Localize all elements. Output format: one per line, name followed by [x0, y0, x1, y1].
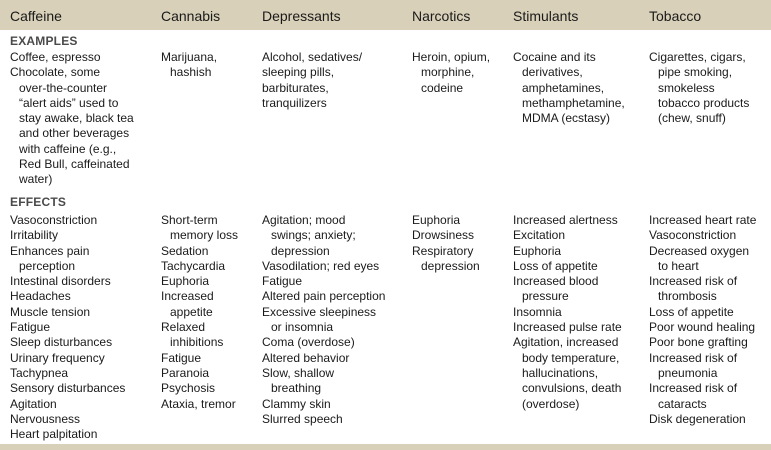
effects-narcotics	[412, 213, 480, 274]
cell-line: Chocolate, some	[10, 65, 101, 80]
cell-line: Drowsiness	[412, 228, 475, 243]
cell-line: depression	[271, 243, 330, 258]
cell-line: Coffee, espresso	[10, 50, 101, 64]
cell-line: or insomnia	[271, 320, 334, 335]
cell-line: Loss of appetite	[649, 304, 734, 319]
effects-tobacco	[649, 213, 756, 427]
cell-line: Increased	[161, 289, 214, 304]
cell-line: MDMA (ecstasy)	[522, 111, 611, 126]
cell-line: to heart	[658, 258, 699, 273]
examples-depressants	[262, 50, 362, 111]
cell-line: Muscle tension	[10, 304, 91, 319]
cell-line: barbiturates,	[262, 80, 329, 95]
cell-line: Psychosis	[161, 381, 216, 396]
cell-line: Vasoconstriction	[10, 213, 98, 227]
effects-caffeine	[10, 213, 125, 442]
cell-line: Increased blood	[513, 274, 599, 289]
cell-line: Ataxia, tremor	[161, 396, 236, 411]
cell-line: “alert aids” used to	[19, 95, 119, 110]
cell-line: and other beverages	[19, 126, 130, 141]
cell-line: Alcohol, sedatives/	[262, 50, 363, 64]
cell-line: smokeless	[658, 80, 715, 95]
cell-line: derivatives,	[522, 65, 583, 80]
cell-line: Increased risk of	[649, 381, 738, 396]
cell-line: Altered pain perception	[262, 289, 386, 304]
cell-line: body temperature,	[522, 350, 620, 365]
cell-line: tobacco products	[658, 95, 750, 110]
cell-line: thrombosis	[658, 289, 717, 304]
examples-stimulants	[513, 50, 625, 126]
cell-line: Irritability	[10, 228, 59, 243]
cell-line: Poor bone grafting	[649, 335, 748, 350]
cell-line: Slow, shallow	[262, 365, 335, 380]
cell-line: Short-term	[161, 213, 218, 227]
cell-line: Heart palpitation	[10, 427, 98, 442]
cell-line: water)	[19, 172, 53, 187]
cell-line: Decreased oxygen	[649, 243, 750, 258]
column-header-narcotics: Narcotics	[412, 8, 471, 24]
cell-line: amphetamines,	[522, 80, 605, 95]
cell-line: pipe smoking,	[658, 65, 733, 80]
section-label-examples: EXAMPLES	[10, 34, 78, 48]
cell-line: Loss of appetite	[513, 258, 598, 273]
cell-line: Increased pulse rate	[513, 320, 622, 335]
cell-line: Fatigue	[262, 274, 303, 289]
effects-stimulants	[513, 213, 622, 412]
cell-line: Respiratory	[412, 243, 474, 258]
column-header-cannabis: Cannabis	[161, 8, 221, 24]
cell-line: Slurred speech	[262, 411, 343, 426]
cell-line: Agitation; mood	[262, 213, 346, 227]
cell-line: Tachypnea	[10, 365, 69, 380]
table-header-row	[0, 0, 771, 30]
cell-line: morphine,	[421, 65, 475, 80]
cell-line: Enhances pain	[10, 243, 90, 258]
bottom-rule	[0, 444, 771, 450]
cell-line: Clammy skin	[262, 396, 331, 411]
cell-line: hashish	[170, 65, 212, 80]
cell-line: (chew, snuff)	[658, 111, 726, 126]
effects-cannabis	[161, 213, 238, 412]
cell-line: Cocaine and its	[513, 50, 596, 64]
effects-depressants	[262, 213, 385, 427]
examples-caffeine	[10, 50, 134, 188]
cell-line: depression	[421, 258, 480, 273]
cell-line: Tachycardia	[161, 258, 226, 273]
cell-line: Increased risk of	[649, 274, 738, 289]
cell-line: convulsions, death	[522, 381, 622, 396]
cell-line: cataracts	[658, 396, 707, 411]
cell-line: Urinary frequency	[10, 350, 105, 365]
cell-line: hallucinations,	[522, 365, 599, 380]
cell-line: Cigarettes, cigars,	[649, 50, 746, 64]
column-header-stimulants: Stimulants	[513, 8, 579, 24]
cell-line: Nervousness	[10, 411, 81, 426]
cell-line: codeine	[421, 80, 464, 95]
cell-line: Marijuana,	[161, 50, 218, 64]
cell-line: Sedation	[161, 243, 209, 258]
cell-line: Euphoria	[412, 213, 461, 227]
cell-line: Red Bull, caffeinated	[19, 157, 130, 172]
cell-line: Disk degeneration	[649, 411, 746, 426]
cell-line: Coma (overdose)	[262, 335, 355, 350]
cell-line: sleeping pills,	[262, 65, 335, 80]
cell-line: Insomnia	[513, 304, 562, 319]
cell-line: Heroin, opium,	[412, 50, 491, 64]
cell-line: Agitation, increased	[513, 335, 619, 350]
cell-line: inhibitions	[170, 335, 224, 350]
cell-line: Excitation	[513, 228, 566, 243]
cell-line: memory loss	[170, 228, 239, 243]
cell-line: Euphoria	[161, 274, 210, 289]
cell-line: appetite	[170, 304, 213, 319]
cell-line: Fatigue	[10, 320, 51, 335]
cell-line: stay awake, black tea	[19, 111, 134, 126]
cell-line: Euphoria	[513, 243, 562, 258]
cell-line: Vasoconstriction	[649, 228, 737, 243]
cell-line: Agitation	[10, 396, 57, 411]
cell-line: Increased alertness	[513, 213, 618, 227]
cell-line: pneumonia	[658, 365, 718, 380]
column-header-tobacco: Tobacco	[649, 8, 702, 24]
cell-line: Relaxed	[161, 320, 206, 335]
cell-line: Increased risk of	[649, 350, 738, 365]
column-header-depressants: Depressants	[262, 8, 341, 24]
cell-line: Fatigue	[161, 350, 202, 365]
cell-line: Sensory disturbances	[10, 381, 126, 396]
cell-line: pressure	[522, 289, 569, 304]
cell-line: Excessive sleepiness	[262, 304, 377, 319]
cell-line: Increased heart rate	[649, 213, 757, 227]
cell-line: tranquilizers	[262, 95, 327, 110]
cell-line: breathing	[271, 381, 322, 396]
cell-line: Paranoia	[161, 365, 210, 380]
cell-line: Poor wound healing	[649, 320, 756, 335]
cell-line: perception	[19, 258, 76, 273]
cell-line: swings; anxiety;	[271, 228, 356, 243]
cell-line: methamphetamine,	[522, 95, 625, 110]
column-header-caffeine: Caffeine	[10, 8, 62, 24]
section-label-effects: EFFECTS	[10, 195, 67, 209]
cell-line: over-the-counter	[19, 80, 108, 95]
cell-line: Intestinal disorders	[10, 274, 111, 289]
cell-line: Sleep disturbances	[10, 335, 113, 350]
cell-line: Altered behavior	[262, 350, 350, 365]
examples-narcotics	[412, 50, 490, 96]
examples-tobacco	[649, 50, 749, 126]
examples-cannabis	[161, 50, 217, 81]
cell-line: Vasodilation; red eyes	[262, 258, 380, 273]
cell-line: with caffeine (e.g.,	[19, 141, 117, 156]
cell-line: Headaches	[10, 289, 71, 304]
cell-line: (overdose)	[522, 396, 580, 411]
